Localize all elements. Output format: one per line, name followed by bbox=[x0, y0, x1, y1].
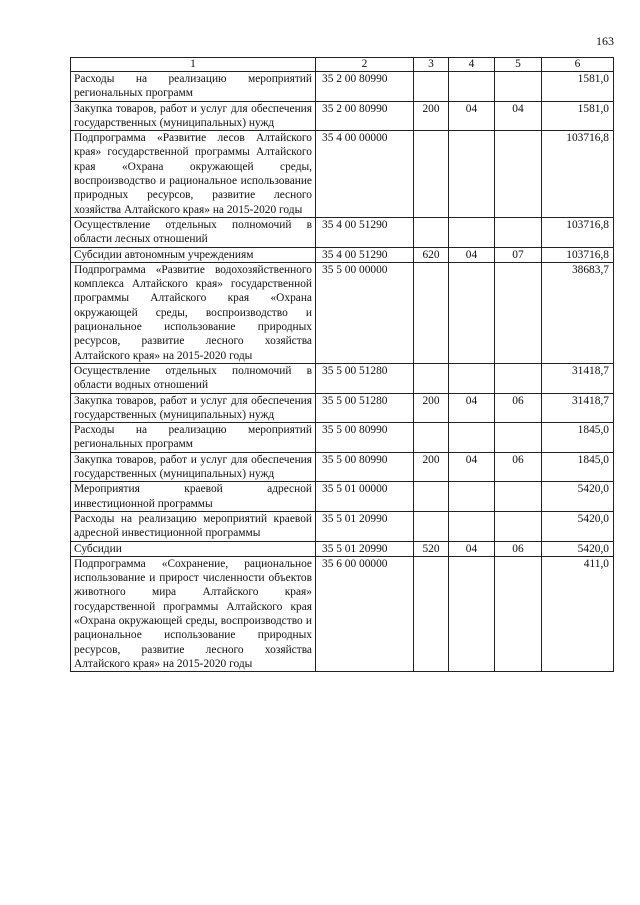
row-col3-cell: 620 bbox=[414, 247, 449, 262]
row-col4-cell bbox=[449, 511, 495, 541]
row-amount-cell: 103716,8 bbox=[542, 247, 614, 262]
row-code-cell: 35 2 00 80990 bbox=[316, 101, 414, 131]
row-code-cell: 35 5 01 20990 bbox=[316, 511, 414, 541]
row-amount-cell: 103716,8 bbox=[542, 217, 614, 247]
table-row bbox=[71, 131, 614, 218]
table-row bbox=[71, 556, 614, 671]
row-name-cell: Субсидии bbox=[71, 541, 316, 556]
row-amount-cell: 38683,7 bbox=[542, 262, 614, 363]
row-col3-cell bbox=[414, 556, 449, 671]
row-code-cell: 35 4 00 00000 bbox=[316, 131, 414, 218]
row-col5-cell bbox=[495, 363, 542, 393]
row-amount-cell: 31418,7 bbox=[542, 393, 614, 423]
table-row bbox=[71, 511, 614, 541]
row-col4-cell bbox=[449, 482, 495, 512]
row-col5-cell bbox=[495, 511, 542, 541]
row-name-cell: Осуществление отдельных полномочий в области водных отношений bbox=[71, 363, 316, 393]
row-name-cell: Расходы на реализацию мероприятий региональных программ bbox=[71, 72, 316, 102]
header-cell: 2 bbox=[316, 58, 414, 72]
header-cell: 5 bbox=[495, 58, 542, 72]
row-col5-cell bbox=[495, 72, 542, 102]
table-row bbox=[71, 482, 614, 512]
table-row bbox=[71, 217, 614, 247]
row-name-cell: Подпрограмма «Развитие лесов Алтайского края» государственной программы Алтайского края «Охрана окружающей среды, воспроизводство и рациональное использование природных ресурсов, развитие лесного хозяйства Алтайского края» на 2015-2020 годы bbox=[71, 131, 316, 218]
row-col5-cell: 06 bbox=[495, 541, 542, 556]
row-col3-cell bbox=[414, 363, 449, 393]
row-code-cell: 35 5 01 00000 bbox=[316, 482, 414, 512]
row-col3-cell bbox=[414, 72, 449, 102]
table-row bbox=[71, 541, 614, 556]
row-col4-cell: 04 bbox=[449, 393, 495, 423]
row-col5-cell: 04 bbox=[495, 101, 542, 131]
row-amount-cell: 1845,0 bbox=[542, 452, 614, 482]
table-row bbox=[71, 452, 614, 482]
row-col5-cell bbox=[495, 131, 542, 218]
row-code-cell: 35 5 00 80990 bbox=[316, 423, 414, 453]
table-row bbox=[71, 247, 614, 262]
row-amount-cell: 1581,0 bbox=[542, 101, 614, 131]
row-col3-cell: 200 bbox=[414, 452, 449, 482]
row-name-cell: Мероприятия краевой адресной инвестиционной программы bbox=[71, 482, 316, 512]
header-cell: 3 bbox=[414, 58, 449, 72]
table-row bbox=[71, 363, 614, 393]
row-amount-cell: 5420,0 bbox=[542, 511, 614, 541]
row-code-cell: 35 4 00 51290 bbox=[316, 247, 414, 262]
header-cell: 4 bbox=[449, 58, 495, 72]
row-col5-cell bbox=[495, 262, 542, 363]
row-col4-cell bbox=[449, 363, 495, 393]
row-name-cell: Закупка товаров, работ и услуг для обеспечения государственных (муниципальных) нужд bbox=[71, 452, 316, 482]
row-amount-cell: 31418,7 bbox=[542, 363, 614, 393]
row-col5-cell: 06 bbox=[495, 452, 542, 482]
row-code-cell: 35 5 00 51280 bbox=[316, 363, 414, 393]
row-col4-cell: 04 bbox=[449, 452, 495, 482]
table-row bbox=[71, 262, 614, 363]
row-col4-cell: 04 bbox=[449, 101, 495, 131]
row-col4-cell bbox=[449, 217, 495, 247]
row-col5-cell bbox=[495, 556, 542, 671]
row-col3-cell: 200 bbox=[414, 393, 449, 423]
row-code-cell: 35 5 00 80990 bbox=[316, 452, 414, 482]
row-col5-cell bbox=[495, 423, 542, 453]
row-code-cell: 35 5 00 00000 bbox=[316, 262, 414, 363]
row-amount-cell: 411,0 bbox=[542, 556, 614, 671]
row-amount-cell: 1581,0 bbox=[542, 72, 614, 102]
row-col4-cell bbox=[449, 556, 495, 671]
row-col3-cell bbox=[414, 131, 449, 218]
table-row bbox=[71, 101, 614, 131]
row-code-cell: 35 4 00 51290 bbox=[316, 217, 414, 247]
row-code-cell: 35 5 01 20990 bbox=[316, 541, 414, 556]
row-col4-cell bbox=[449, 72, 495, 102]
row-amount-cell: 103716,8 bbox=[542, 131, 614, 218]
row-col3-cell: 520 bbox=[414, 541, 449, 556]
row-code-cell: 35 6 00 00000 bbox=[316, 556, 414, 671]
row-col3-cell bbox=[414, 217, 449, 247]
row-name-cell: Подпрограмма «Сохранение, рациональное использование и прирост численности объектов животного мира Алтайского края» государственной программы Алтайского края «Охрана окружающей среды, воспроизводство и рациональное использование природных ресурсов, развитие лесного хозяйства Алтайского края» на 2015-2020 годы bbox=[71, 556, 316, 671]
row-col3-cell bbox=[414, 511, 449, 541]
row-col3-cell bbox=[414, 482, 449, 512]
row-col3-cell bbox=[414, 423, 449, 453]
row-name-cell: Закупка товаров, работ и услуг для обеспечения государственных (муниципальных) нужд bbox=[71, 393, 316, 423]
budget-table bbox=[70, 57, 614, 672]
table-row bbox=[71, 393, 614, 423]
row-col4-cell bbox=[449, 423, 495, 453]
row-name-cell: Субсидии автономным учреждениям bbox=[71, 247, 316, 262]
row-code-cell: 35 2 00 80990 bbox=[316, 72, 414, 102]
row-col5-cell: 07 bbox=[495, 247, 542, 262]
row-col3-cell bbox=[414, 262, 449, 363]
row-amount-cell: 5420,0 bbox=[542, 541, 614, 556]
row-name-cell: Осуществление отдельных полномочий в области лесных отношений bbox=[71, 217, 316, 247]
row-col4-cell bbox=[449, 262, 495, 363]
row-col4-cell: 04 bbox=[449, 247, 495, 262]
row-name-cell: Закупка товаров, работ и услуг для обеспечения государственных (муниципальных) нужд bbox=[71, 101, 316, 131]
header-row bbox=[71, 58, 614, 72]
row-col5-cell bbox=[495, 217, 542, 247]
row-code-cell: 35 5 00 51280 bbox=[316, 393, 414, 423]
row-col4-cell: 04 bbox=[449, 541, 495, 556]
row-col5-cell: 06 bbox=[495, 393, 542, 423]
page-number: 163 bbox=[596, 34, 614, 48]
header-cell: 6 bbox=[542, 58, 614, 72]
row-col5-cell bbox=[495, 482, 542, 512]
table-row bbox=[71, 72, 614, 102]
row-amount-cell: 1845,0 bbox=[542, 423, 614, 453]
row-name-cell: Расходы на реализацию мероприятий региональных программ bbox=[71, 423, 316, 453]
row-amount-cell: 5420,0 bbox=[542, 482, 614, 512]
row-col4-cell bbox=[449, 131, 495, 218]
row-name-cell: Расходы на реализацию мероприятий краевой адресной инвестиционной программы bbox=[71, 511, 316, 541]
row-name-cell: Подпрограмма «Развитие водохозяйственного комплекса Алтайского края» государственной программы Алтайского края «Охрана окружающей среды, воспроизводство и рациональное использование природных ресурсов, развитие лесного хозяйства Алтайского края» на 2015-2020 годы bbox=[71, 262, 316, 363]
table-row bbox=[71, 423, 614, 453]
row-col3-cell: 200 bbox=[414, 101, 449, 131]
header-cell: 1 bbox=[71, 58, 316, 72]
